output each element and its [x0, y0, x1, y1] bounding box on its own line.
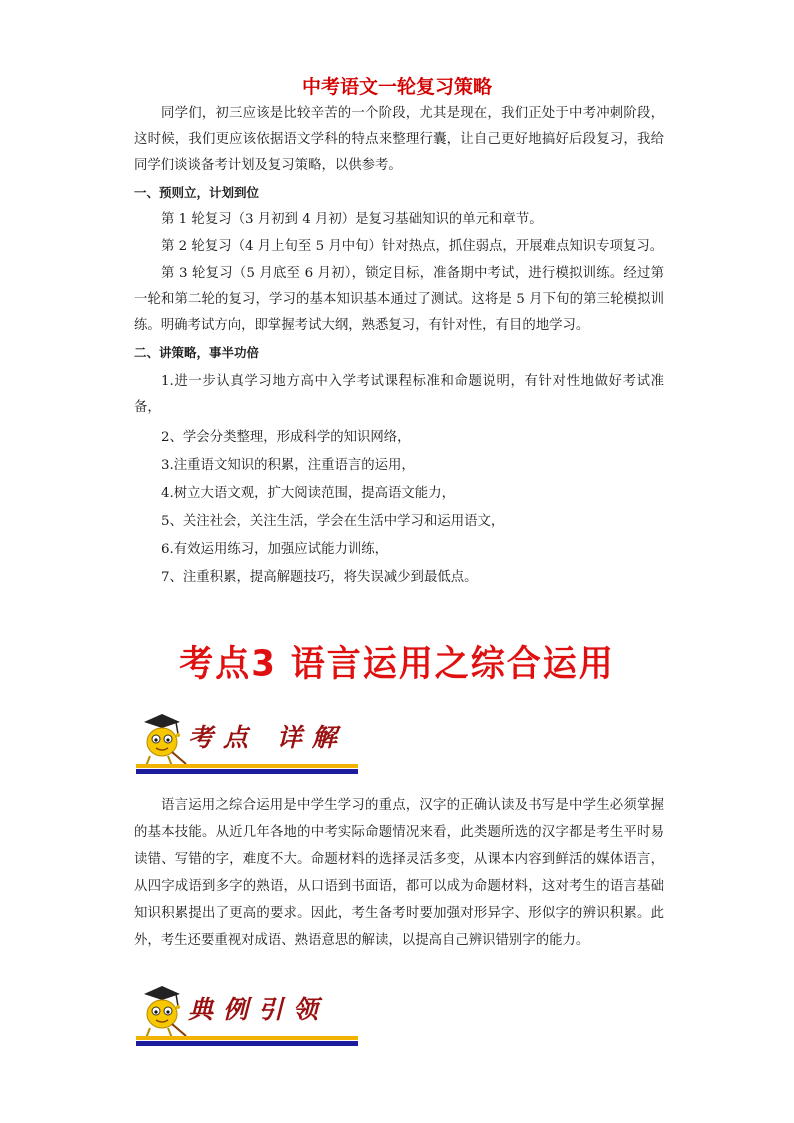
strategy-item-5: 5、关注社会，关注生活，学会在生活中学习和运用语文，: [161, 514, 505, 529]
strategy-item-3: 3.注重语文知识的积累，注重语言的运用，: [161, 458, 415, 473]
strategy-item-6: 6.有效运用练习，加强应试能力训练，: [161, 542, 389, 557]
banner-bar-blue: [136, 769, 358, 774]
round1-text: 第 1 轮复习（3 月初到 4 月初）是复习基础知识的单元和章节。: [161, 212, 543, 227]
strategy-item-2: 2、学会分类整理，形成科学的知识网络，: [161, 430, 411, 445]
banner-bar-yellow: [136, 1036, 358, 1040]
round2-text: 第 2 轮复习（4 月上旬至 5 月中旬）针对热点，抓住弱点，开展难点知识专项复习。: [161, 239, 664, 254]
document-title: 中考语文一轮复习策略: [301, 76, 492, 98]
scholar-mascot-icon: [136, 982, 188, 1042]
banner-exam-detail: [136, 710, 358, 774]
banner-bar-yellow: [136, 764, 358, 768]
section1-heading: 一、预则立，计划到位: [134, 185, 260, 200]
banner-exam-detail-label: 考点 详解: [188, 723, 347, 752]
banner-example-lead: [136, 982, 358, 1046]
scholar-mascot-icon: [136, 710, 188, 770]
exam-detail-paragraph: 语言运用之综合运用是中学生学习的重点，汉字的正确认读及书写是中学生必须掌握的基本技能。从近几年各地的中考实际命题情况来看，此类题所选的汉字都是考生平时易读错、写错的字，难度不大。命题材料的选择灵活多变，从课本内容到鲜活的媒体语言，从四字成语到多字的熟语，从口语到书面语，都可以成为命题材料，这对考生的语言基础知识积累提出了更高的要求。因此，考生备考时要加强对形异字、形似字的辨识积累。此外，考生还要重视对成语、熟语意思的解读，以提高自己辨识错别字的能力。: [134, 798, 664, 948]
banner-bar-blue: [136, 1041, 358, 1046]
banner-example-lead-label: 典例引领: [188, 995, 329, 1024]
section2-heading: 二、讲策略，事半功倍: [134, 345, 260, 360]
intro-paragraph: 同学们，初三应该是比较辛苦的一个阶段，尤其是现在，我们正处于中考冲刺阶段，这时候，我们更应该依据语文学科的特点来整理行囊，让自己更好地搞好后段复习，我给同学们谈谈备考计划及复习策略，以供参考。: [134, 106, 664, 173]
strategy-item-7: 7、注重积累，提高解题技巧，将失误减少到最低点。: [161, 570, 478, 585]
strategy-item-4: 4.树立大语文观，扩大阅读范围，提高语文能力，: [161, 486, 455, 501]
round3-text: 第 3 轮复习（5 月底至 6 月初），锁定目标，准备期中考试，进行模拟训练。经过第一轮和第二轮的复习，学习的基本知识基本通过了测试。这将是 5 月下旬的第三轮模拟训练。明确考试方向，即掌握考试大纲，熟悉复习，有针对性，有目的地学习。: [134, 266, 664, 333]
exam-point-title: 考点3 语言运用之综合运用: [179, 643, 615, 686]
strategy-item-1: 1.进一步认真学习地方高中入学考试课程标准和命题说明，有针对性地做好考试准备，: [134, 374, 664, 415]
